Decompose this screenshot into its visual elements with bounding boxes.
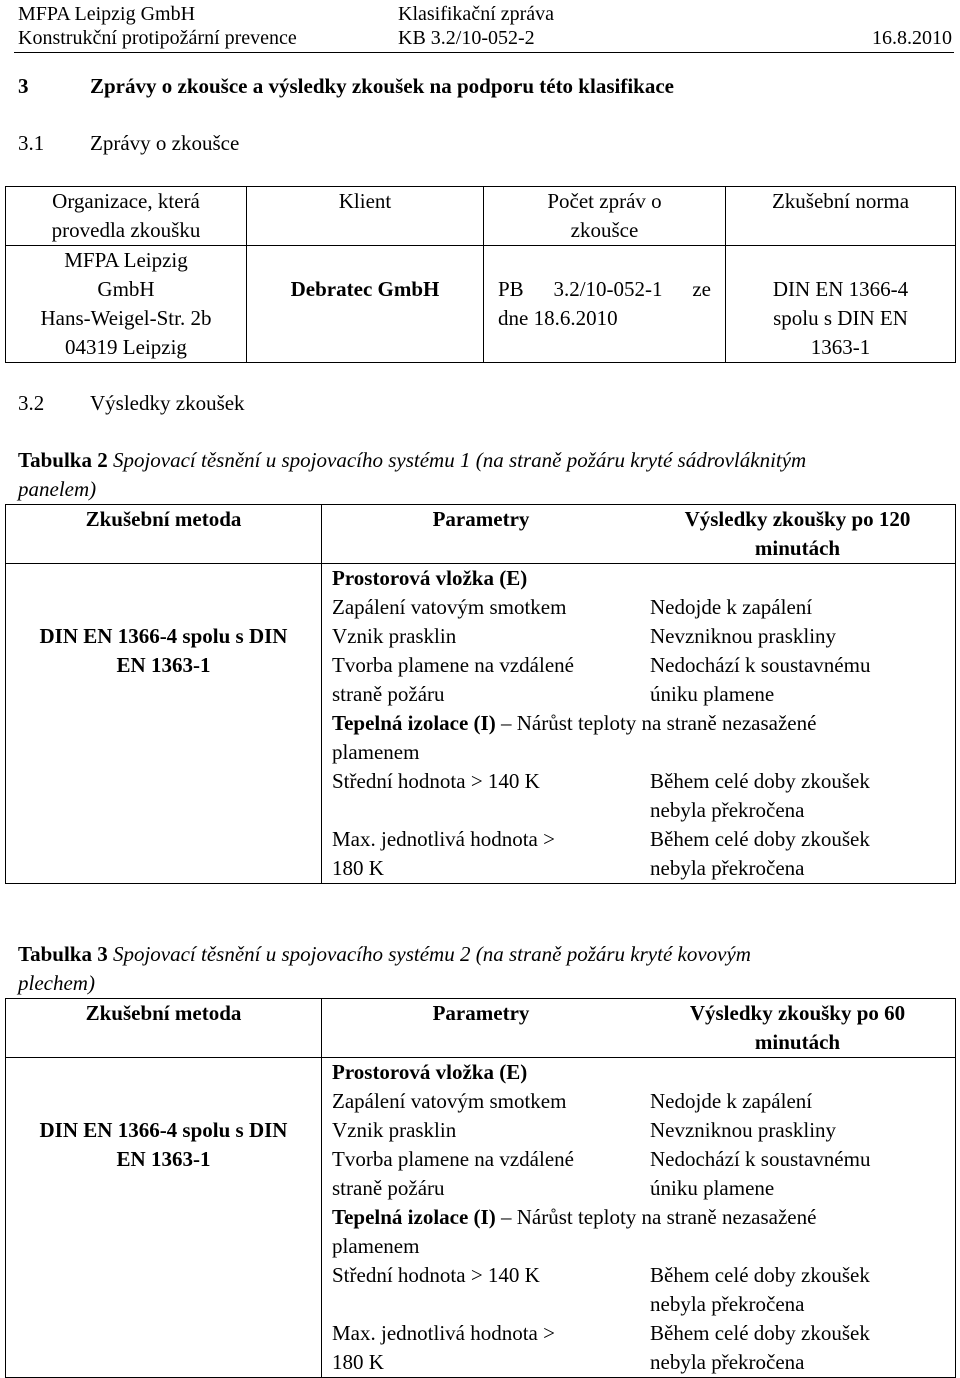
table-2-caption-text-2: panelem) (18, 477, 97, 501)
section-3-number: 3 (18, 74, 29, 98)
report-header-org: Organizace, která provedla zkoušku (6, 187, 247, 246)
report-header-count: Počet zpráv o zkoušce (484, 187, 726, 246)
table-2-row: Tvorba plamene na vzdálené straně požáru Nedochází k soustavnému úniku plamene (332, 653, 871, 706)
table-3-method: DIN EN 1366-4 spolu s DIN EN 1363-1 (6, 1058, 322, 1378)
results-table-2 (5, 504, 956, 884)
table-3-header-results: Výsledky zkoušky po 60 minutách (689, 1001, 906, 1054)
table-3-row: Vznik prasklin Nevzniknou praskliny (332, 1118, 837, 1142)
table-3-header-params: Parametry (432, 1001, 530, 1025)
table-2-i-title: Tepelná izolace (I) – Nárůst teploty na straně nezasažené plamenem (332, 711, 817, 764)
table-3-row: Střední hodnota > 140 K Během celé doby zkoušek nebyla překročena (332, 1263, 870, 1316)
table-2-header-params: Parametry (432, 507, 530, 531)
table-2-caption-text: Spojovací těsnění u spojovacího systému 1 (na straně požáru kryté sádrovláknitým (112, 448, 807, 472)
section-3-1-heading (18, 129, 239, 158)
report-cell-org: MFPA Leipzig GmbH Hans-Weigel-Str. 2b 04319 Leipzig (6, 246, 247, 363)
table-2-caption (18, 446, 952, 504)
table-3-i-title: Tepelná izolace (I) – Nárůst teploty na straně nezasažené plamenem (332, 1205, 817, 1258)
table-3-header-method: Zkušební metoda (6, 999, 322, 1058)
section-3-heading (18, 72, 674, 101)
table-2-method: DIN EN 1366-4 spolu s DIN EN 1363-1 (6, 564, 322, 884)
table-3-e-title: Prostorová vložka (E) (332, 1060, 528, 1084)
section-3-1-title: Zprávy o zkoušce (90, 131, 240, 155)
section-3-2-number: 3.2 (18, 391, 45, 415)
table-2-row: Max. jednotlivá hodnota > 180 K Během celé doby zkoušek nebyla překročena (332, 827, 870, 880)
table-3-caption-text: Spojovací těsnění u spojovacího systému 2 (na straně požáru kryté kovovým (112, 942, 751, 966)
table-2-row: Zapálení vatovým smotkem Nedojde k zapálení (332, 595, 813, 619)
table-3-caption-text-2: plechem) (18, 971, 95, 995)
table-2-label: Tabulka 2 (18, 448, 108, 472)
header-subject: Konstrukční protipožární prevence (18, 27, 297, 49)
table-3-row: Max. jednotlivá hodnota > 180 K Během celé doby zkoušek nebyla překročena (332, 1321, 870, 1374)
table-2-params (322, 564, 956, 884)
report-cell-standard: DIN EN 1366-4 spolu s DIN EN 1363-1 (726, 246, 956, 363)
report-header-client: Klient (247, 187, 484, 246)
results-table-3 (5, 998, 956, 1378)
table-2-row: Střední hodnota > 140 K Během celé doby zkoušek nebyla překročena (332, 769, 870, 822)
table-2-header-method: Zkušební metoda (6, 505, 322, 564)
header-doc-type: Klasifikační zpráva (398, 3, 555, 25)
table-3-header-params-results (322, 999, 956, 1058)
header-rule (14, 52, 954, 53)
section-3-title: Zprávy o zkoušce a výsledky zkoušek na podporu této klasifikace (90, 74, 674, 98)
table-2-row: Vznik prasklin Nevzniknou praskliny (332, 624, 837, 648)
table-2-header-params-results (322, 505, 956, 564)
table-3-label: Tabulka 3 (18, 942, 108, 966)
table-2-e-title: Prostorová vložka (E) (332, 566, 528, 590)
section-3-2-heading (18, 389, 245, 418)
table-3-row: Zapálení vatovým smotkem Nedojde k zapálení (332, 1089, 813, 1113)
section-3-1-number: 3.1 (18, 131, 45, 155)
section-3-2-title: Výsledky zkoušek (90, 391, 245, 415)
table-3-caption (18, 940, 952, 998)
report-table (5, 186, 956, 363)
table-3-params (322, 1058, 956, 1378)
header-date: 16.8.2010 (872, 27, 952, 49)
report-cell-count: PB 3.2/10-052-1 ze dne 18.6.2010 (484, 246, 726, 363)
table-2-header-results: Výsledky zkoušky po 120 minutách (684, 507, 911, 560)
report-header-standard: Zkušební norma (726, 187, 956, 246)
table-3-row: Tvorba plamene na vzdálené straně požáru Nedochází k soustavnému úniku plamene (332, 1147, 871, 1200)
header-org: MFPA Leipzig GmbH (18, 3, 196, 25)
header-doc-number: KB 3.2/10-052-2 (398, 27, 535, 49)
report-cell-client: Debratec GmbH (247, 246, 484, 363)
